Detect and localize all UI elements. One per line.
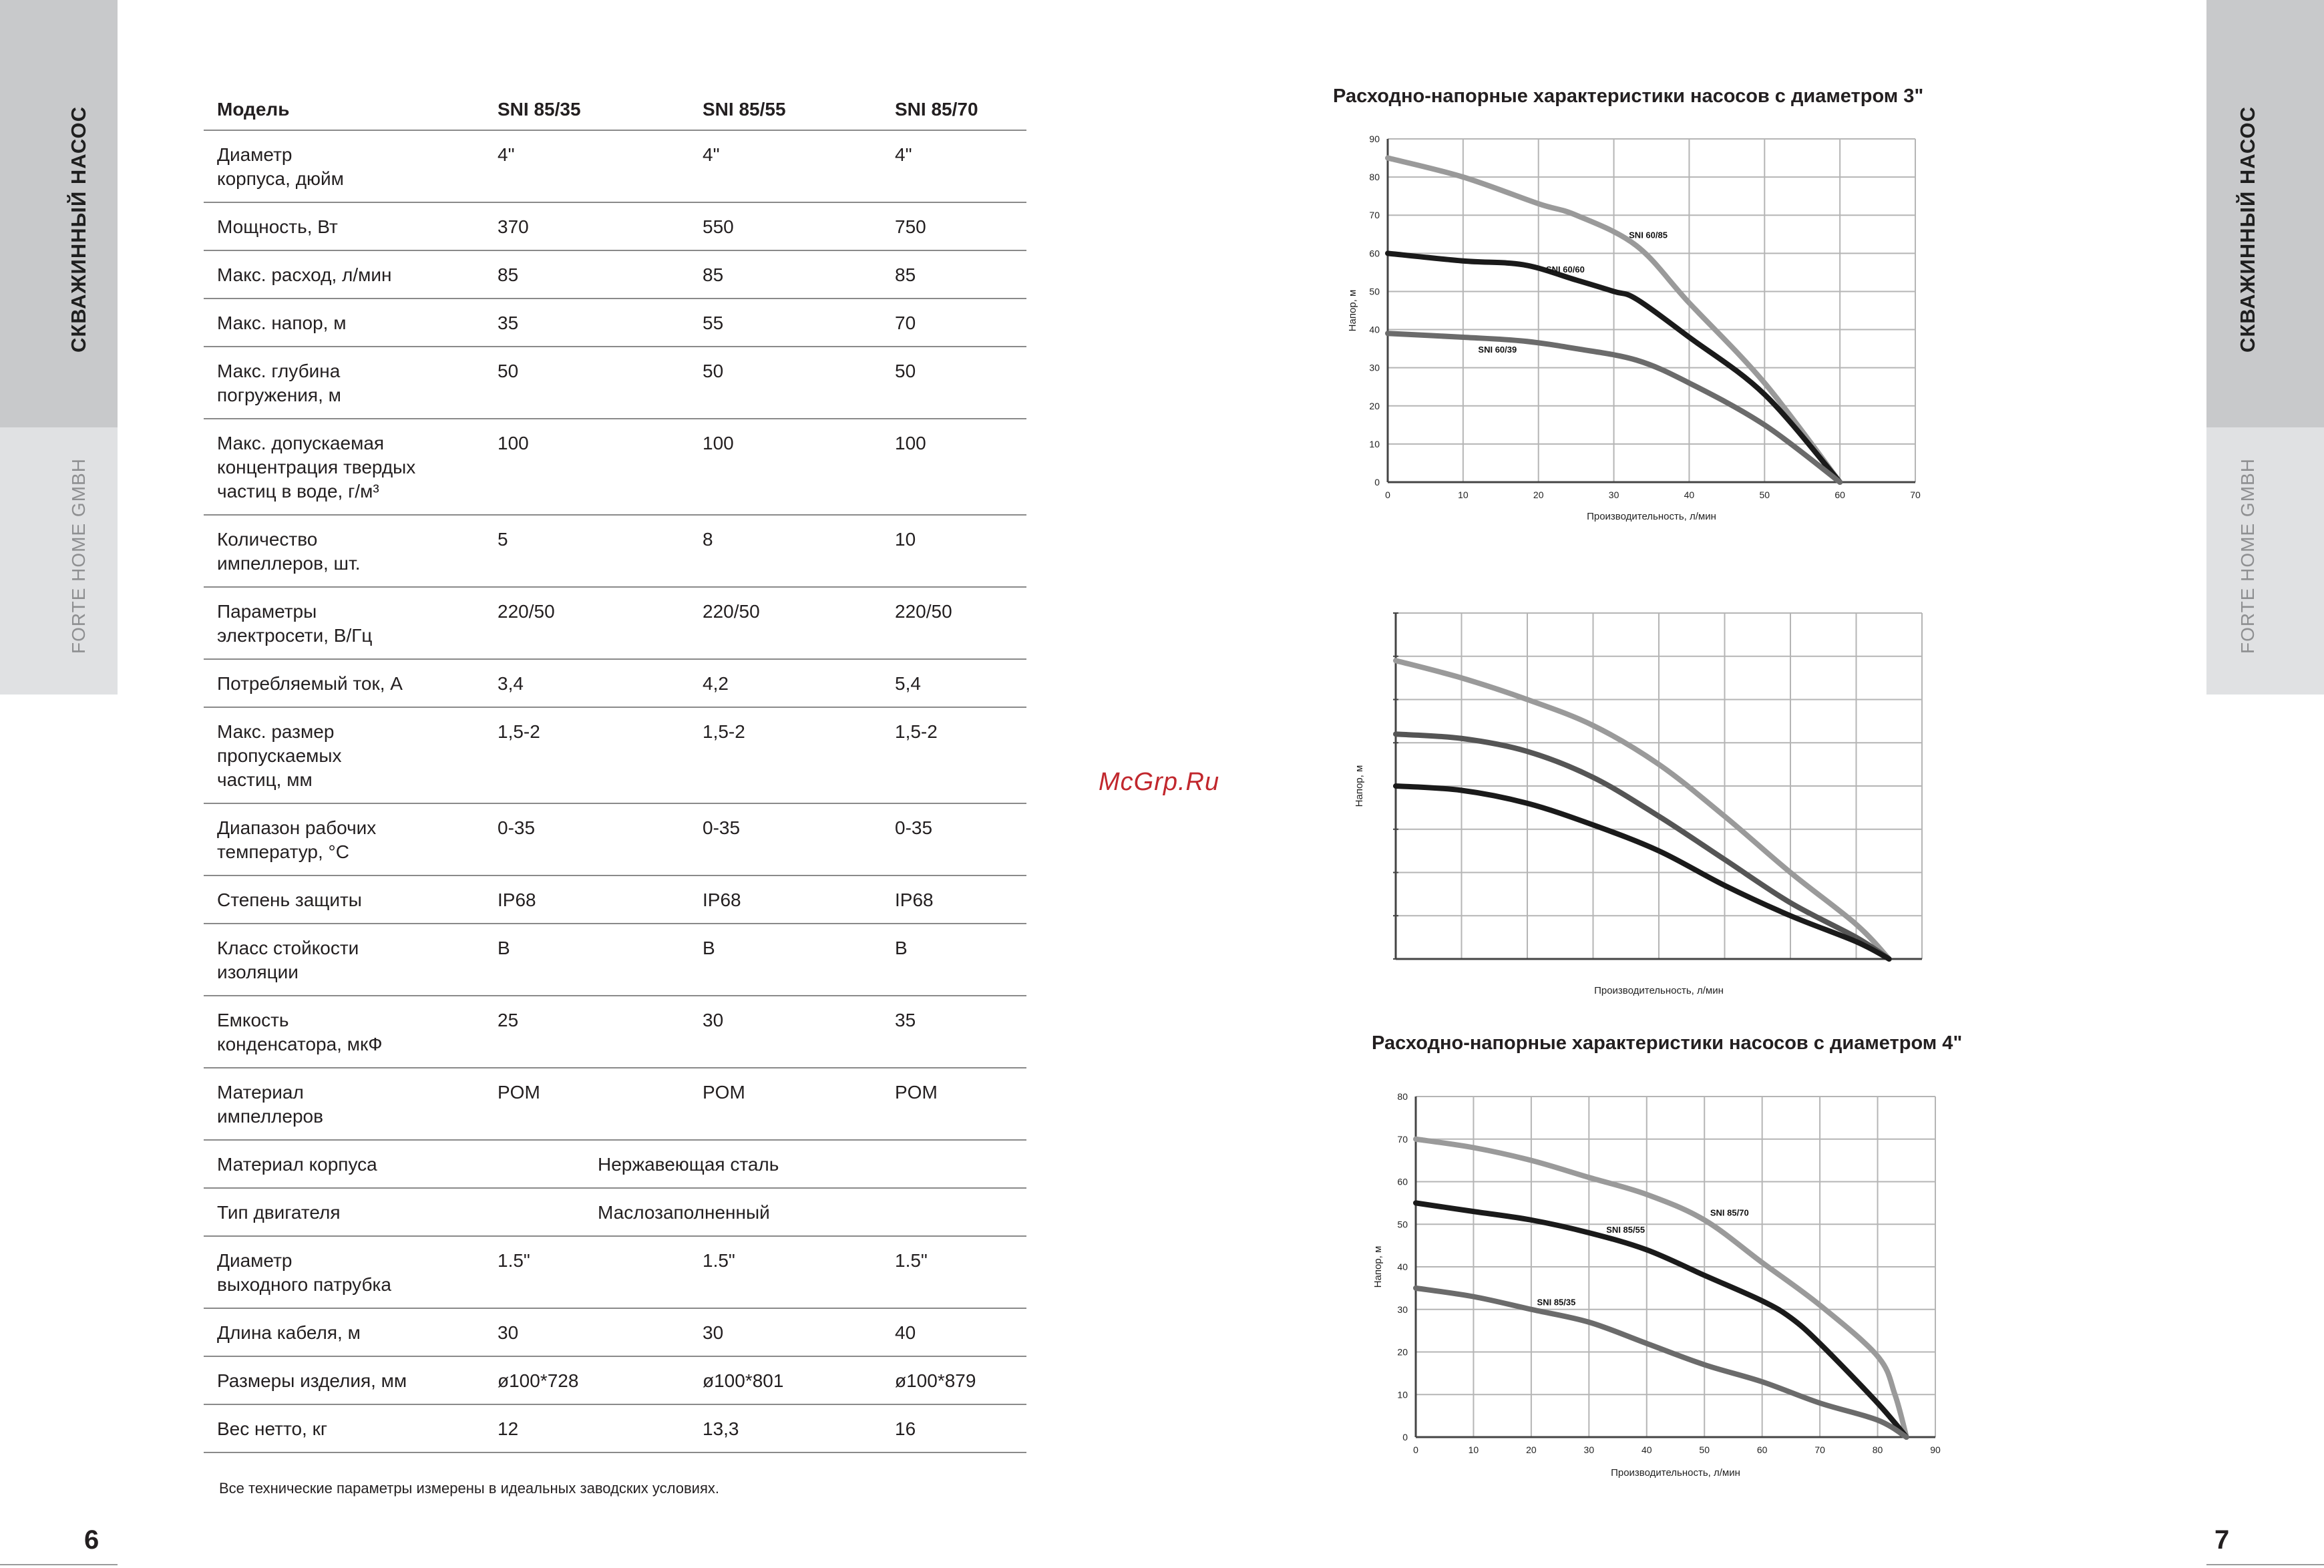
spec-label: Потребляемый ток, А [204, 659, 484, 707]
spec-value: 5 [484, 515, 689, 587]
spec-value: 35 [484, 299, 689, 347]
spec-row [204, 1308, 1026, 1356]
spec-value: B [689, 924, 882, 996]
right-brand-tab [2206, 427, 2324, 695]
y-tick-label: 0 [1374, 477, 1380, 487]
spec-value: IP68 [484, 875, 689, 924]
spec-label: Макс. напор, м [204, 299, 484, 347]
chart-unlabeled [1329, 601, 1917, 1015]
x-axis-label: Производительность, л/мин [1594, 985, 1724, 996]
header-model-3: SNI 85/70 [882, 93, 1026, 130]
spec-row [204, 996, 1026, 1068]
spec-row [204, 803, 1026, 875]
x-tick-label: 70 [1814, 1444, 1825, 1455]
y-axis-label: Напор, м [1354, 765, 1365, 807]
spec-row [204, 515, 1026, 587]
x-tick-label: 50 [1759, 489, 1770, 500]
x-tick-label: 60 [1756, 1444, 1768, 1455]
y-axis-label: Напор, м [1347, 289, 1358, 332]
spec-label: Макс. глубина погружения, м [204, 347, 484, 419]
left-brand-label: FORTE HOME GMBH [68, 458, 89, 654]
header-model: Модель [204, 93, 484, 130]
spec-value: 5,4 [882, 659, 1026, 707]
spec-value: 50 [484, 347, 689, 419]
spec-value: 220/50 [484, 587, 689, 659]
spec-row [204, 419, 1026, 515]
spec-value: 13,3 [689, 1404, 882, 1452]
spec-value: 1.5" [882, 1236, 1026, 1308]
spec-value: 12 [484, 1404, 689, 1452]
x-tick-label: 90 [1930, 1444, 1941, 1455]
spec-value: ø100*879 [882, 1356, 1026, 1404]
spec-label: Диапазон рабочих температур, °С [204, 803, 484, 875]
spec-label: Материал импеллеров [204, 1068, 484, 1140]
left-brand-tab [0, 427, 118, 695]
spec-value: 10 [882, 515, 1026, 587]
spec-value: 100 [484, 419, 689, 515]
header-model-1: SNI 85/35 [484, 93, 689, 130]
spec-value: 3,4 [484, 659, 689, 707]
spec-value: 30 [689, 996, 882, 1068]
chart-4inch-title: Расходно-напорные характеристики насосов с диаметром 4" [1372, 1032, 1963, 1054]
spec-value: 750 [882, 202, 1026, 250]
page-rule-left [0, 1564, 118, 1565]
spec-value: B [484, 924, 689, 996]
x-tick-label: 40 [1641, 1444, 1652, 1455]
spec-merged-value: Маслозаполненный [484, 1188, 1026, 1236]
spec-label: Тип двигателя [204, 1188, 484, 1236]
spec-label: Количество импеллеров, шт. [204, 515, 484, 587]
series-line [1416, 1139, 1907, 1437]
y-tick-label: 90 [1369, 134, 1380, 144]
left-category-label: СКВАЖИННЫЙ НАСОС [67, 106, 90, 353]
spec-value: 100 [882, 419, 1026, 515]
y-tick-label: 0 [1402, 1432, 1408, 1442]
spec-value: 100 [689, 419, 882, 515]
y-tick-label: 60 [1397, 1176, 1408, 1187]
x-tick-label: 60 [1834, 489, 1845, 500]
spec-value: 0-35 [484, 803, 689, 875]
y-axis-label: Напор, м [1372, 1245, 1384, 1288]
spec-row [204, 707, 1026, 803]
spec-row [204, 875, 1026, 924]
watermark: McGrp.Ru [1099, 768, 1220, 796]
spec-label: Макс. расход, л/мин [204, 250, 484, 299]
x-tick-label: 10 [1458, 489, 1469, 500]
right-category-tab [2206, 0, 2324, 427]
spec-row [204, 1188, 1026, 1236]
spec-row [204, 1404, 1026, 1452]
y-tick-label: 80 [1369, 172, 1380, 183]
x-tick-label: 30 [1608, 489, 1619, 500]
spec-value: 50 [882, 347, 1026, 419]
y-tick-label: 30 [1397, 1304, 1408, 1315]
spec-row [204, 659, 1026, 707]
spec-label: Мощность, Вт [204, 202, 484, 250]
spec-value: IP68 [882, 875, 1026, 924]
y-tick-label: 30 [1369, 362, 1380, 373]
spec-row [204, 1068, 1026, 1140]
x-axis-label: Производительность, л/мин [1611, 1467, 1740, 1479]
y-tick-label: 40 [1369, 324, 1380, 335]
spec-value: 0-35 [689, 803, 882, 875]
spec-value: 1,5-2 [882, 707, 1026, 803]
spec-label: Класс стойкости изоляции [204, 924, 484, 996]
x-tick-label: 40 [1684, 489, 1695, 500]
spec-value: 55 [689, 299, 882, 347]
x-tick-label: 10 [1468, 1444, 1479, 1455]
page-number-right: 7 [2214, 1525, 2230, 1555]
x-tick-label: 50 [1699, 1444, 1710, 1455]
spec-value: 550 [689, 202, 882, 250]
chart-3inch [1329, 127, 1921, 581]
spec-merged-value: Нержавеющая сталь [484, 1140, 1026, 1188]
spec-value: 370 [484, 202, 689, 250]
spec-value: POM [484, 1068, 689, 1140]
y-tick-label: 20 [1369, 400, 1380, 411]
x-tick-label: 20 [1526, 1444, 1537, 1455]
y-tick-label: 50 [1397, 1219, 1408, 1230]
spec-label: Диаметр выходного патрубка [204, 1236, 484, 1308]
spec-value: 220/50 [882, 587, 1026, 659]
spec-label: Размеры изделия, мм [204, 1356, 484, 1404]
x-tick-label: 70 [1910, 489, 1921, 500]
y-tick-label: 70 [1397, 1133, 1408, 1145]
spec-label: Вес нетто, кг [204, 1404, 484, 1452]
spec-label: Длина кабеля, м [204, 1308, 484, 1356]
x-tick-label: 30 [1583, 1444, 1595, 1455]
spec-value: 30 [689, 1308, 882, 1356]
spec-row [204, 130, 1026, 202]
spec-row [204, 202, 1026, 250]
spec-value: 4" [689, 130, 882, 202]
spec-row [204, 299, 1026, 347]
spec-label: Емкость конденсатора, мкФ [204, 996, 484, 1068]
right-category-label: СКВАЖИННЫЙ НАСОС [2236, 106, 2259, 353]
page-rule-right [2206, 1564, 2324, 1565]
spec-value: ø100*728 [484, 1356, 689, 1404]
x-tick-label: 80 [1872, 1444, 1883, 1455]
spec-row [204, 1236, 1026, 1308]
x-tick-label: 0 [1413, 1444, 1418, 1455]
y-tick-label: 70 [1369, 210, 1380, 221]
y-tick-label: 50 [1369, 286, 1380, 297]
spec-value: 70 [882, 299, 1026, 347]
y-tick-label: 60 [1369, 248, 1380, 259]
x-axis-label: Производительность, л/мин [1587, 511, 1716, 522]
series-label: SNI 60/60 [1546, 264, 1585, 274]
y-tick-label: 80 [1397, 1091, 1408, 1102]
series-line [1416, 1203, 1907, 1437]
chart-3inch-title: Расходно-напорные характеристики насосов с диаметром 3" [1333, 85, 1924, 107]
spec-value: 50 [689, 347, 882, 419]
series-line [1416, 1288, 1907, 1437]
spec-value: 16 [882, 1404, 1026, 1452]
series-label: SNI 85/70 [1710, 1207, 1749, 1218]
spec-value: 85 [484, 250, 689, 299]
series-label: SNI 60/39 [1478, 344, 1517, 355]
series-label: SNI 60/85 [1629, 230, 1668, 240]
spec-value: 1.5" [484, 1236, 689, 1308]
series-label: SNI 85/35 [1537, 1297, 1576, 1308]
spec-label: Материал корпуса [204, 1140, 484, 1188]
right-brand-label: FORTE HOME GMBH [2237, 458, 2258, 654]
spec-value: 85 [689, 250, 882, 299]
spec-value: 0-35 [882, 803, 1026, 875]
spec-value: 1,5-2 [689, 707, 882, 803]
y-tick-label: 40 [1397, 1261, 1408, 1272]
spec-value: 8 [689, 515, 882, 587]
spec-row [204, 250, 1026, 299]
spec-row [204, 587, 1026, 659]
spec-value: 1.5" [689, 1236, 882, 1308]
y-tick-label: 20 [1397, 1346, 1408, 1358]
spec-value: ø100*801 [689, 1356, 882, 1404]
spec-value: 4" [882, 130, 1026, 202]
spec-row [204, 1140, 1026, 1188]
spec-value: B [882, 924, 1026, 996]
spec-value: POM [882, 1068, 1026, 1140]
spec-value: 4,2 [689, 659, 882, 707]
left-category-tab [0, 0, 118, 427]
spec-value: 40 [882, 1308, 1026, 1356]
series-label: SNI 85/55 [1606, 1225, 1645, 1235]
spec-value: 85 [882, 250, 1026, 299]
spec-value: IP68 [689, 875, 882, 924]
spec-value: POM [689, 1068, 882, 1140]
spec-row [204, 924, 1026, 996]
spec-row [204, 1356, 1026, 1404]
x-tick-label: 0 [1385, 489, 1390, 500]
spec-header-row [204, 93, 1026, 130]
spec-label: Степень защиты [204, 875, 484, 924]
spec-label: Параметры электросети, В/Гц [204, 587, 484, 659]
spec-value: 1,5-2 [484, 707, 689, 803]
footnote: Все технические параметры измерены в идеальных заводских условиях. [219, 1480, 719, 1497]
x-tick-label: 20 [1533, 489, 1544, 500]
header-model-2: SNI 85/55 [689, 93, 882, 130]
chart-4inch [1349, 1082, 1963, 1509]
spec-label: Макс. размер пропускаемых частиц, мм [204, 707, 484, 803]
spec-value: 4" [484, 130, 689, 202]
spec-value: 220/50 [689, 587, 882, 659]
spec-label: Макс. допускаемая концентрация твердых частиц в воде, г/м³ [204, 419, 484, 515]
spec-table [204, 93, 1026, 1453]
spec-value: 35 [882, 996, 1026, 1068]
spec-row [204, 347, 1026, 419]
spec-value: 30 [484, 1308, 689, 1356]
y-tick-label: 10 [1397, 1389, 1408, 1400]
spec-label: Диаметр корпуса, дюйм [204, 130, 484, 202]
page-number-left: 6 [84, 1525, 100, 1555]
spec-value: 25 [484, 996, 689, 1068]
y-tick-label: 10 [1369, 438, 1380, 449]
